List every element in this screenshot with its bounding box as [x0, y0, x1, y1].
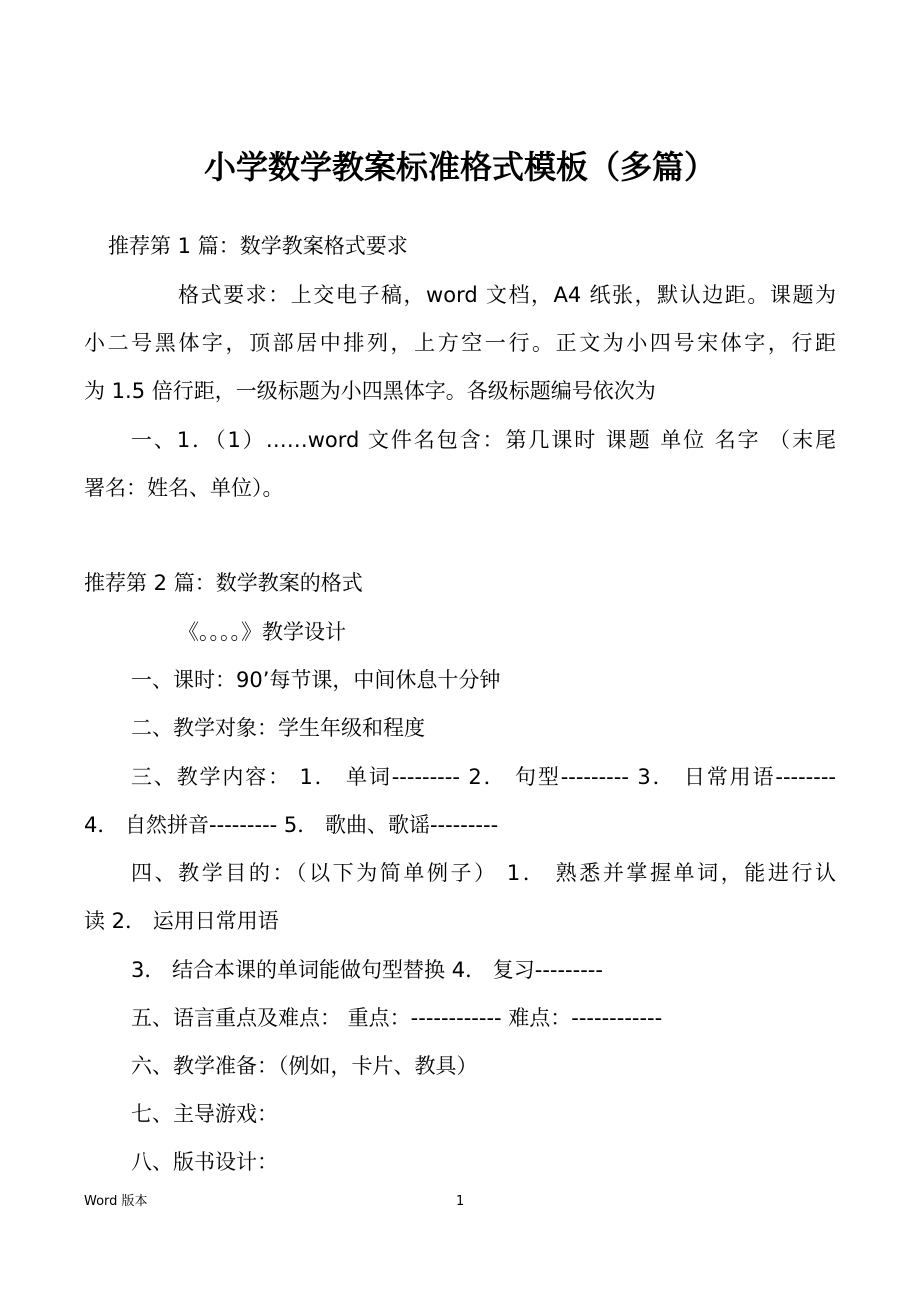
- section-1-line-4: 一、1．（1）……word 文件名包含：第几课时 课题 单位 名字 （末尾: [131, 428, 836, 452]
- section-1-line-1: 格式要求：上交电子稿，word 文档，A4 纸张，默认边距。课题为: [178, 283, 836, 307]
- section-2-line-11: 七、主导游戏：: [131, 1102, 278, 1126]
- section-1-line-5: 署名：姓名、单位）。: [84, 476, 284, 500]
- section-2-line-8: 3． 结合本课的单词能做句型替换 4． 复习---------: [131, 958, 603, 982]
- section-2-line-12: 八、版书设计：: [131, 1150, 278, 1174]
- section-2-line-2: 一、课时：90’每节课，中间休息十分钟: [131, 668, 501, 692]
- page-title: 小学数学教案标准格式模板（多篇）: [203, 148, 716, 186]
- section-2-line-9: 五、语言重点及难点： 重点：------------ 难点：------------: [131, 1006, 663, 1030]
- section-2-line-5: 4． 自然拼音--------- 5． 歌曲、歌谣---------: [84, 813, 499, 837]
- section-2-line-4: 三、教学内容： 1． 单词--------- 2． 句型--------- 3． 日常用语--------: [131, 765, 836, 789]
- section-2-line-6: 四、教学目的：（以下为简单例子） 1． 熟悉并掌握单词，能进行认: [131, 861, 836, 885]
- page-number: 1: [456, 1194, 465, 1209]
- section-1-line-2: 小二号黑体字，顶部居中排列，上方空一行。正文为小四号宋体字，行距: [84, 331, 836, 355]
- section-2-line-10: 六、教学准备：（例如，卡片、教具）: [131, 1054, 478, 1078]
- section-1-heading: 推荐第 1 篇：数学教案格式要求: [108, 234, 408, 258]
- section-2-heading: 推荐第 2 篇：数学教案的格式: [84, 571, 363, 595]
- section-1-line-3: 为 1.5 倍行距，一级标题为小四黑体字。各级标题编号依次为: [84, 379, 656, 403]
- section-2-line-3: 二、教学对象：学生年级和程度: [131, 716, 425, 740]
- section-2-line-7: 读 2． 运用日常用语: [84, 909, 279, 933]
- section-2-line-1: 《。。。。》教学设计: [178, 620, 346, 644]
- footer-label: Word 版本: [84, 1194, 148, 1209]
